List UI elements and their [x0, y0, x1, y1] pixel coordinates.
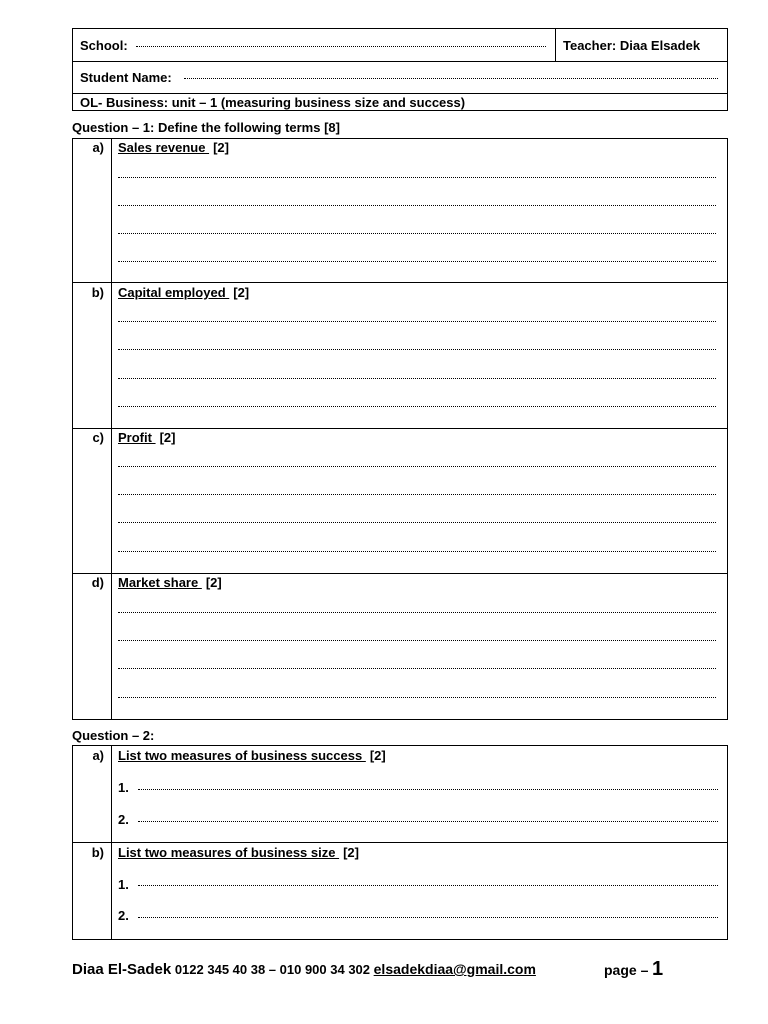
term-text: Sales revenue [118, 140, 210, 155]
question1-row-line [72, 573, 728, 574]
term-text: Market share [118, 575, 202, 590]
question2-prompt [118, 748, 386, 763]
question1-term [118, 285, 249, 300]
answer-line[interactable] [118, 612, 716, 613]
student-name-field[interactable] [184, 78, 718, 79]
question2-prompt [118, 845, 359, 860]
question2-letter: a) [92, 748, 104, 763]
footer [72, 961, 536, 978]
answer-line[interactable] [118, 378, 716, 379]
question1-column-divider [111, 138, 112, 720]
header-divider [555, 28, 556, 62]
answer-line[interactable] [118, 640, 716, 641]
question1-term [118, 140, 229, 155]
page-number: 1 [651, 958, 664, 980]
prompt-marks: [2] [343, 845, 359, 860]
answer-line[interactable] [138, 885, 718, 886]
answer-line[interactable] [138, 789, 718, 790]
prompt-text: List two measures of business size [118, 845, 340, 860]
question1-letter: d) [91, 575, 104, 590]
header-row-line-1 [72, 61, 728, 62]
school-label: School: [80, 38, 128, 53]
term-text: Profit [118, 430, 156, 445]
answer-line[interactable] [118, 321, 716, 322]
question1-row-line [72, 428, 728, 429]
answer-line[interactable] [118, 205, 716, 206]
student-name-label: Student Name: [80, 70, 172, 85]
question2-row-line [72, 842, 728, 843]
page-label: page – [604, 962, 649, 978]
page-indicator [604, 958, 663, 981]
teacher-label: Teacher: Diaa Elsadek [563, 38, 701, 53]
course-title: OL- Business: unit – 1 (measuring business size and success) [80, 95, 466, 110]
term-marks: [2] [233, 285, 250, 300]
question2-letter: b) [91, 845, 104, 860]
question1-row-line [72, 282, 728, 283]
prompt-marks: [2] [369, 748, 386, 763]
answer-line[interactable] [118, 466, 716, 467]
term-marks: [2] [213, 140, 229, 155]
term-marks: [2] [159, 430, 176, 445]
answer-line[interactable] [118, 177, 716, 178]
header-row-line-2 [72, 93, 728, 94]
answer-number: 1. [118, 877, 129, 892]
footer-phone: 0122 345 40 38 – 010 900 34 302 [171, 962, 374, 977]
answer-number: 2. [118, 812, 129, 827]
answer-line[interactable] [118, 494, 716, 495]
prompt-text: List two measures of business success [118, 748, 366, 763]
term-text: Capital employed [118, 285, 230, 300]
question2-title: Question – 2: [72, 728, 155, 743]
term-marks: [2] [205, 575, 222, 590]
answer-line[interactable] [118, 349, 716, 350]
answer-line[interactable] [118, 522, 716, 523]
footer-email[interactable]: elsadekdiaa@gmail.com [373, 961, 536, 977]
question1-letter: a) [92, 140, 104, 155]
answer-line[interactable] [118, 697, 716, 698]
footer-author: Diaa El-Sadek [72, 961, 172, 978]
answer-line[interactable] [118, 233, 716, 234]
answer-line[interactable] [118, 668, 716, 669]
answer-line[interactable] [118, 406, 716, 407]
school-field[interactable] [136, 46, 546, 47]
question1-term [118, 430, 175, 445]
question1-table [72, 138, 728, 720]
answer-line[interactable] [118, 261, 716, 262]
question1-term [118, 575, 222, 590]
answer-number: 1. [118, 780, 129, 795]
answer-line[interactable] [138, 821, 718, 822]
question1-letter: b) [91, 285, 104, 300]
answer-number: 2. [118, 908, 129, 923]
answer-line[interactable] [118, 551, 716, 552]
answer-line[interactable] [138, 917, 718, 918]
question1-title: Question – 1: Define the following terms [8] [72, 120, 340, 135]
question1-letter: c) [92, 430, 104, 445]
